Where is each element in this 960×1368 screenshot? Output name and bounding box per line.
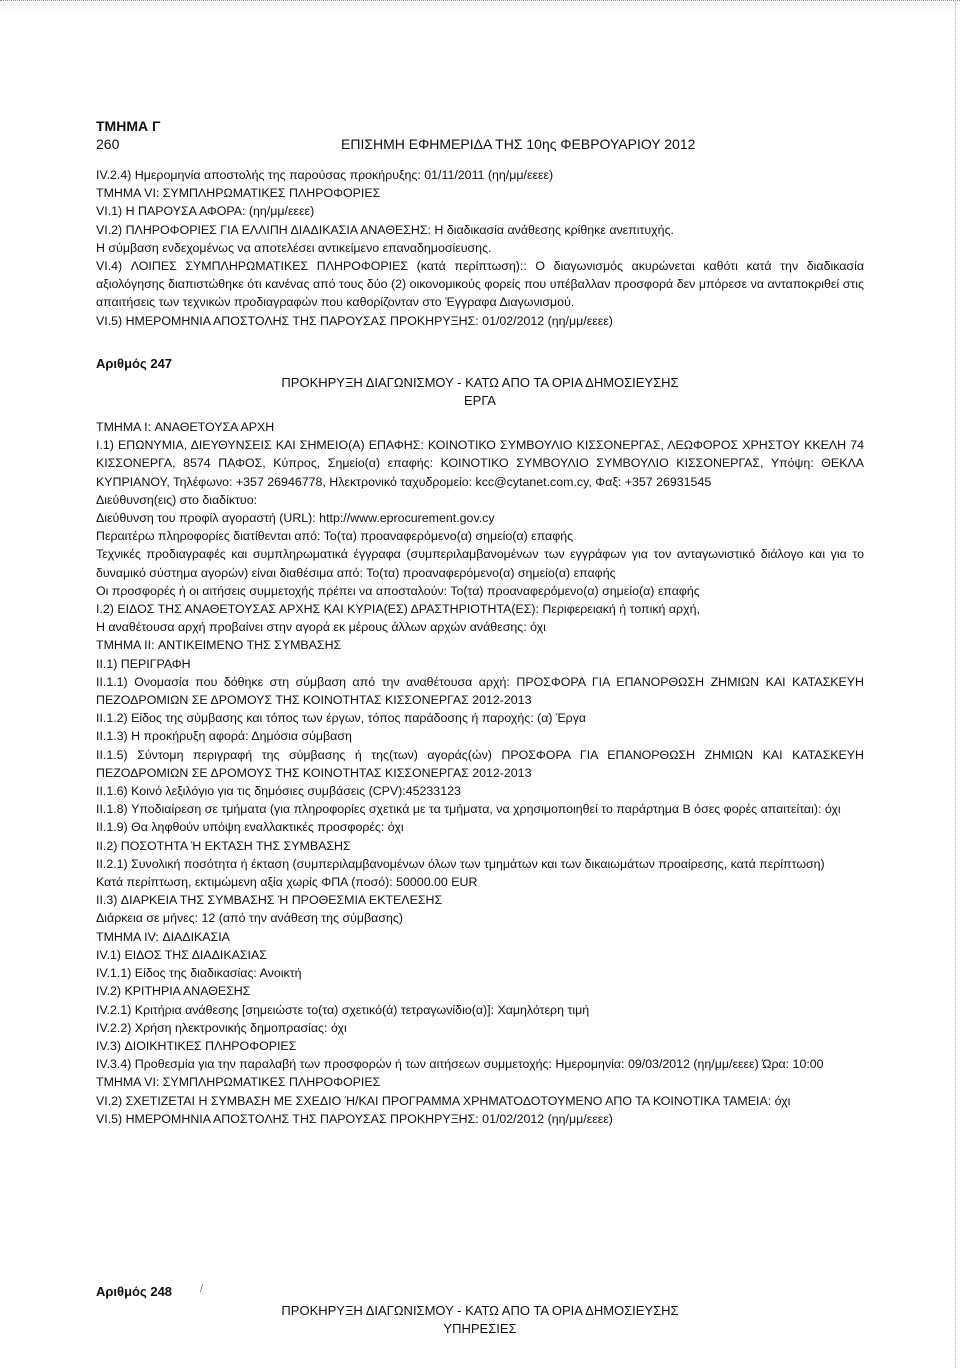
text-line: II.1) ΠΕΡΙΓΡΑΦΗ [96, 656, 191, 671]
notice-title-category: ΥΠΗΡΕΣΙΕΣ [443, 1321, 517, 1336]
notice-number-248: Αριθμός 248 [96, 1284, 173, 1299]
text-line: IV.2.4) Ημερομηνία αποστολής της παρούσας προκήρυξης: 01/11/2011 (ηη/μμ/εεεε) [96, 168, 554, 182]
text-line: Οι προσφορές ή οι αιτήσεις συμμετοχής πρέπει να αποσταλούν: Το(τα) προαναφερόμενο(α) σημείο(α) επαφής [96, 583, 700, 598]
text-line: II.1.1) Ονομασία που δόθηκε στη σύμβαση από την αναθέτουσα αρχή: ΠΡΟΣΦΟΡΑ ΓΙΑ ΕΠΑΝΟΡΘΩΣΗ ΖΗΜΙΩΝ ΚΑΙ ΚΑΤΑΣΚΕΥΗ ΠΕΖΟΔΡΟΜΙΩΝ ΣΕ ΔΡΟΜΟΥΣ ΤΗΣ ΚΟΙΝΟΤΗΤΑΣ ΚΙΣΣΟΝΕΡΓΑΣ 2012-2013 [96, 674, 864, 708]
text-line: Διεύθυνση(εις) στο διαδίκτυο: [96, 492, 258, 507]
text-line: ΤΜΗΜΑ II: ΑΝΤΙΚΕΙΜΕΝΟ ΤΗΣ ΣΥΜΒΑΣΗΣ [96, 638, 342, 653]
notice-number-247: Αριθμός 247 [96, 356, 173, 371]
text-line: IV.2.1) Κριτήρια ανάθεσης [σημειώστε το(τα) σχετικό(ά) τετραγωνίδιο(α)]: Χαμηλότερη τιμή [96, 1002, 590, 1017]
notice-title-line: ΠΡΟΚΗΡΥΞΗ ΔΙΑΓΩΝΙΣΜΟΥ - ΚΑΤΩ ΑΠΟ ΤΑ ΟΡΙΑ ΔΗΜΟΣΙΕΥΣΗΣ [281, 375, 679, 390]
text-line: VI.2) ΣΧΕΤΙΖΕΤΑΙ Η ΣΥΜΒΑΣΗ ΜΕ ΣΧΕΔΙΟ Ή/ΚΑΙ ΠΡΟΓΡΑΜΜΑ ΧΡΗΜΑΤΟΔΟΤΟΥΜΕΝΟ ΑΠΟ ΤΑ ΚΟΙΝΟΤΙΚΑ ΤΑΜΕΙΑ: όχι [96, 1093, 791, 1108]
notice-title-category: ΕΡΓΑ [464, 393, 496, 408]
text-line: Διάρκεια σε μήνες: 12 (από την ανάθεση της σύμβασης) [96, 911, 403, 926]
text-line: II.1.5) Σύντομη περιγραφή της σύμβασης ή της(των) αγοράς(ών) ΠΡΟΣΦΟΡΑ ΓΙΑ ΕΠΑΝΟΡΘΩΣΗ ΖΗΜΙΩΝ ΚΑΙ ΚΑΤΑΣΚΕΥΗ ΠΕΖΟΔΡΟΜΙΩΝ ΣΕ ΔΡΟΜΟΥΣ ΤΗΣ ΚΟΙΝΟΤΗΤΑΣ ΚΙΣΣΟΝΕΡΓΑΣ 2012-2013 [96, 747, 864, 780]
page-number: 260 [96, 136, 120, 152]
text-line: IV.3) ΔΙΟΙΚΗΤΙΚΕΣ ΠΛΗΡΟΦΟΡΙΕΣ [96, 1038, 297, 1053]
scan-edge-right [953, 0, 956, 1368]
text-line: Τεχνικές προδιαγραφές και συμπληρωματικά έγγραφα (συμπεριλαμβανομένων των εγγράφων για τον ανταγωνιστικό διάλογο και για το δυναμικό σύστημα αγορών) είναι διαθέσιμα από: Το(τα) προαναφερόμενο(α) σημείο(α) επαφής [96, 547, 864, 580]
publication-title: ΕΠΙΣΗΜΗ ΕΦΗΜΕΡΙΔΑ ΤΗΣ 10ης ΦΕΒΡΟΥΑΡΙΟΥ 2012 [341, 136, 696, 152]
text-line: ΤΜΗΜΑ IV: ΔΙΑΔΙΚΑΣΙΑ [96, 929, 230, 944]
text-line: VI.4) ΛΟΙΠΕΣ ΣΥΜΠΛΗΡΩΜΑΤΙΚΕΣ ΠΛΗΡΟΦΟΡΙΕΣ (κατά περίπτωση):: Ο διαγωνισμός ακυρώνεται καθότι κατά την διαδικασία αξιολόγησης διαπιστώθηκε ότι κανένας από τους δύο (2) οικονομικούς φορείς που υπέβαλλαν προσφορά δεν μπόρεσε να ανταποκριθεί στις απαιτήσεις των τεχνικών προδιαγραφών που καθορίζονταν στο Έγγραφα Διαγωνισμού. [96, 259, 864, 310]
text-line: IV.1.1) Είδος της διαδικασίας: Ανοικτή [96, 966, 302, 981]
text-line: II.2.1) Συνολική ποσότητα ή έκταση (συμπεριλαμβανομένων όλων των τμημάτων και των δικαιωμάτων προαίρεσης, κατά περίπτωση) [96, 856, 825, 871]
text-line: Κατά περίπτωση, εκτιμώμενη αξία χωρίς ΦΠΑ (ποσό): 50000.00 EUR [96, 875, 478, 890]
text-line: I.1) ΕΠΩΝΥΜΙΑ, ΔΙΕΥΘΥΝΣΕΙΣ ΚΑΙ ΣΗΜΕΙΟ(Α) ΕΠΑΦΗΣ: ΚΟΙΝΟΤΙΚΟ ΣΥΜΒΟΥΛΙΟ ΚΙΣΣΟΝΕΡΓΑΣ, ΛΕΩΦΟΡΟΣ ΧΡΗΣΤΟΥ ΚΚΕΛΗ 74 ΚΙΣΣΟΝΕΡΓΑ, 8574 ΠΑΦΟΣ, Κύπρος, Σημείο(α) επαφής: ΚΟΙΝΟΤΙΚΟ ΣΥΜΒΟΥΛΙΟ ΣΥΜΒΟΥΛΙΟ ΚΙΣΣΟΝΕΡΓΑΣ, Υπόψη: ΘΕΚΛΑ ΚΥΠΡΙΑΝΟΥ, Τηλέφωνο: +357 26946778, Ηλεκτρονικό ταχυδρομείο: kcc@cytanet.com.cy, Φαξ: +357 26931545 [96, 438, 864, 489]
section-label: ΤΜΗΜΑ Γ [96, 118, 161, 134]
text-line: Διεύθυνση του προφίλ αγοραστή (URL): http://www.eprocurement.gov.cy [96, 511, 495, 526]
text-line: II.2) ΠΟΣΟΤΗΤΑ Ή ΕΚΤΑΣΗ ΤΗΣ ΣΥΜΒΑΣΗΣ [96, 838, 351, 853]
notice-247-body [96, 418, 864, 1128]
text-line: II.1.2) Είδος της σύμβασης και τόπος των έργων, τόπος παράδοσης ή παροχής: (α) Έργα [96, 711, 587, 726]
notice-title-line: ΠΡΟΚΗΡΥΞΗ ΔΙΑΓΩΝΙΣΜΟΥ - ΚΑΤΩ ΑΠΟ ΤΑ ΟΡΙΑ ΔΗΜΟΣΙΕΥΣΗΣ [281, 1303, 679, 1318]
text-line: VI.2) ΠΛΗΡΟΦΟΡΙΕΣ ΓΙΑ ΕΛΛΙΠΗ ΔΙΑΔΙΚΑΣΙΑ ΑΝΑΘΕΣΗΣ: Η διαδικασία ανάθεσης κρίθηκε ανεπιτυχής. [96, 222, 674, 237]
text-line: II.3) ΔΙΑΡΚΕΙΑ ΤΗΣ ΣΥΜΒΑΣΗΣ Ή ΠΡΟΘΕΣΜΙΑ ΕΚΤΕΛΕΣΗΣ [96, 893, 443, 908]
notice-title-248 [96, 1302, 864, 1338]
text-line: IV.2.2) Χρήση ηλεκτρονικής δημοπρασίας: όχι [96, 1020, 347, 1035]
text-line: Η σύμβαση ενδεχομένως να αποτελέσει αντικείμενο επαναδημοσίευσης. [96, 240, 492, 255]
text-line: VI.1) Η ΠΑΡΟΥΣΑ ΑΦΟΡΑ: (ηη/μμ/εεεε) [96, 204, 315, 219]
text-line: II.1.8) Υποδιαίρεση σε τμήματα (για πληροφορίες σχετικά με τα τμήματα, να χρησιμοποιηθεί το παράρτημα Β όσες φορές απαιτείται): όχι [96, 802, 841, 817]
text-line: IV.3.4) Προθεσμία για την παραλαβή των προσφορών ή των αιτήσεων συμμετοχής: Ημερομηνία: 09/03/2012 (ηη/μμ/εεεε) Ώρα: 10:00 [96, 1057, 824, 1072]
text-line: IV.1) ΕΙΔΟΣ ΤΗΣ ΔΙΑΔΙΚΑΣΙΑΣ [96, 947, 267, 962]
text-line: ΤΜΗΜΑ VI: ΣΥΜΠΛΗΡΩΜΑΤΙΚΕΣ ΠΛΗΡΟΦΟΡΙΕΣ [96, 186, 381, 201]
text-line: IV.2) ΚΡΙΤΗΡΙΑ ΑΝΑΘΕΣΗΣ [96, 984, 251, 999]
text-line: Περαιτέρω πληροφορίες διατίθενται από: Το(τα) προαναφερόμενο(α) σημείο(α) επαφής [96, 529, 574, 544]
text-line: II.1.9) Θα ληφθούν υπόψη εναλλακτικές προσφορές: όχι [96, 820, 404, 835]
text-line: Η αναθέτουσα αρχή προβαίνει στην αγορά εκ μέρους άλλων αρχών ανάθεσης: όχι [96, 620, 546, 635]
text-line: VI.5) ΗΜΕΡΟΜΗΝΙΑ ΑΠΟΣΤΟΛΗΣ ΤΗΣ ΠΑΡΟΥΣΑΣ ΠΡΟΚΗΡΥΞΗΣ: 01/02/2012 (ηη/μμ/εεεε) [96, 1111, 613, 1126]
text-line: ΤΜΗΜΑ I: ΑΝΑΘΕΤΟΥΣΑ ΑΡΧΗ [96, 420, 275, 434]
notice-title-247 [96, 374, 864, 410]
scan-edge-top [0, 0, 960, 15]
text-line: II.1.3) Η προκήρυξη αφορά: Δημόσια σύμβαση [96, 729, 352, 744]
scan-mark: / [200, 1283, 204, 1295]
text-line: VI.5) ΗΜΕΡΟΜΗΝΙΑ ΑΠΟΣΤΟΛΗΣ ΤΗΣ ΠΑΡΟΥΣΑΣ ΠΡΟΚΗΡΥΞΗΣ: 01/02/2012 (ηη/μμ/εεεε) [96, 313, 613, 328]
previous-notice-tail [96, 166, 864, 330]
text-line: I.2) ΕΙΔΟΣ ΤΗΣ ΑΝΑΘΕΤΟΥΣΑΣ ΑΡΧΗΣ ΚΑΙ ΚΥΡΙΑ(ΕΣ) ΔΡΑΣΤΗΡΙΟΤΗΤΑ(ΕΣ): Περιφερειακή ή τοπική αρχή, [96, 602, 700, 617]
text-line: II.1.6) Κοινό λεξιλόγιο για τις δημόσιες συμβάσεις (CPV):45233123 [96, 784, 461, 799]
text-line: ΤΜΗΜΑ VI: ΣΥΜΠΛΗΡΩΜΑΤΙΚΕΣ ΠΛΗΡΟΦΟΡΙΕΣ [96, 1075, 381, 1090]
